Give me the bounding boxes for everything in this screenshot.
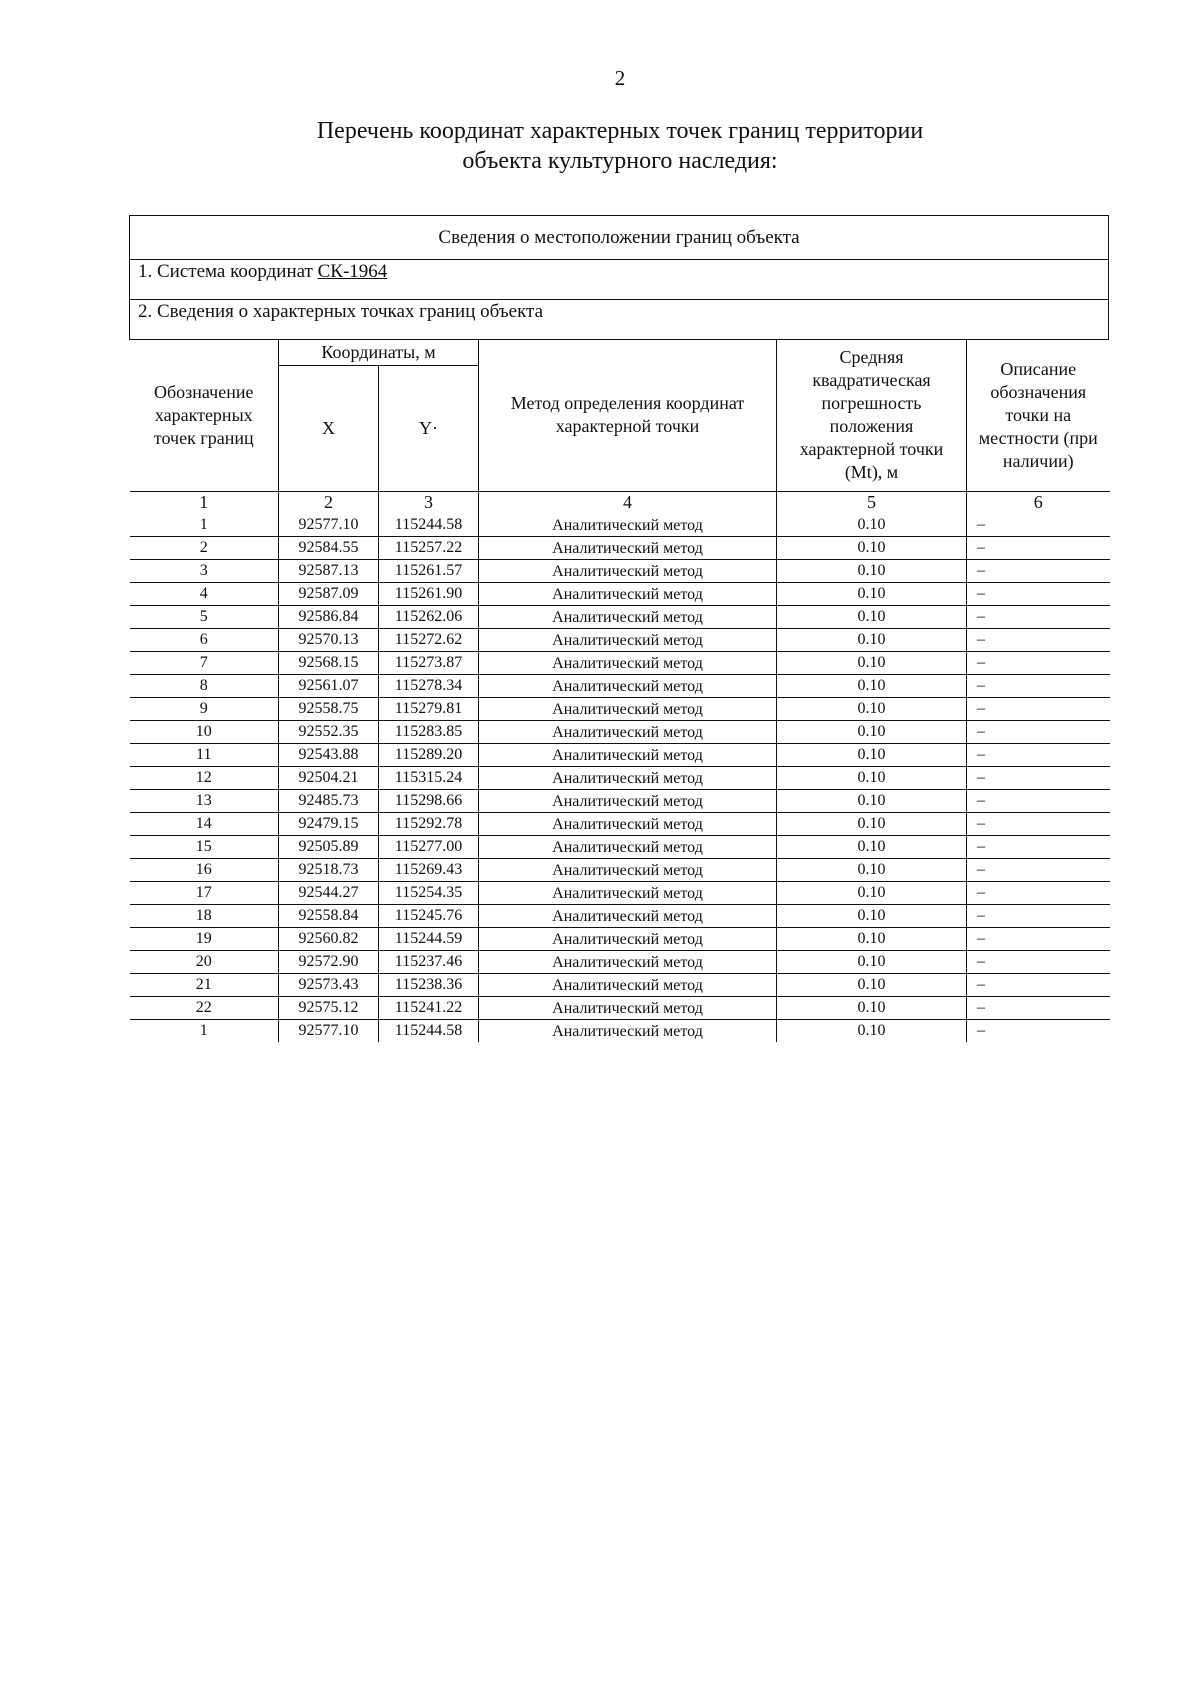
x-coordinate-cell: 92560.82	[279, 927, 379, 950]
error-cell: 0.10	[777, 582, 967, 605]
description-cell: –	[967, 904, 1110, 927]
error-cell: 0.10	[777, 628, 967, 651]
x-coordinate-cell: 92575.12	[279, 996, 379, 1019]
y-coordinate-cell: 115283.85	[379, 720, 479, 743]
method-cell: Аналитический метод	[479, 858, 777, 881]
table-row	[130, 605, 1110, 628]
point-cell: 19	[130, 927, 279, 950]
description-cell: –	[967, 628, 1110, 651]
document-title-line-2: объекта культурного наследия:	[462, 148, 778, 174]
y-coordinate-cell: 115261.57	[379, 559, 479, 582]
method-cell: Аналитический метод	[479, 536, 777, 559]
point-cell: 17	[130, 881, 279, 904]
column-number: 4	[479, 491, 777, 514]
point-cell: 20	[130, 950, 279, 973]
y-coordinate-cell: 115269.43	[379, 858, 479, 881]
x-coordinate-cell: 92584.55	[279, 536, 379, 559]
description-cell: –	[967, 766, 1110, 789]
error-cell: 0.10	[777, 559, 967, 582]
table-row	[130, 536, 1110, 559]
description-cell: –	[967, 881, 1110, 904]
description-cell: –	[967, 789, 1110, 812]
point-cell: 22	[130, 996, 279, 1019]
error-cell: 0.10	[777, 812, 967, 835]
point-cell: 2	[130, 536, 279, 559]
description-cell: –	[967, 950, 1110, 973]
point-cell: 9	[130, 697, 279, 720]
points-section-title: 2. Сведения о характерных точках границ объекта	[130, 300, 1109, 340]
y-coordinate-cell: 115261.90	[379, 582, 479, 605]
table-row	[130, 812, 1110, 835]
error-cell: 0.10	[777, 697, 967, 720]
description-cell: –	[967, 996, 1110, 1019]
method-cell: Аналитический метод	[479, 720, 777, 743]
method-cell: Аналитический метод	[479, 812, 777, 835]
error-cell: 0.10	[777, 514, 967, 537]
y-coordinate-cell: 115292.78	[379, 812, 479, 835]
y-coordinate-cell: 115238.36	[379, 973, 479, 996]
x-coordinate-cell: 92518.73	[279, 858, 379, 881]
point-cell: 18	[130, 904, 279, 927]
point-cell: 13	[130, 789, 279, 812]
point-cell: 10	[130, 720, 279, 743]
y-coordinate-cell: 115273.87	[379, 651, 479, 674]
y-coordinate-cell: 115244.58	[379, 1019, 479, 1042]
x-coordinate-cell: 92558.84	[279, 904, 379, 927]
table-row	[130, 835, 1110, 858]
header-x: X	[279, 365, 379, 491]
y-coordinate-cell: 115272.62	[379, 628, 479, 651]
description-cell: –	[967, 1019, 1110, 1042]
header-error: Средняя квадратическая погрешность положения характерной точки (Mt), м	[777, 340, 967, 491]
x-coordinate-cell: 92504.21	[279, 766, 379, 789]
description-cell: –	[967, 927, 1110, 950]
column-number: 3	[379, 491, 479, 514]
point-cell: 21	[130, 973, 279, 996]
point-cell: 8	[130, 674, 279, 697]
point-cell: 1	[130, 514, 279, 537]
x-coordinate-cell: 92543.88	[279, 743, 379, 766]
header-description: Описание обозначения точки на местности (при наличии)	[967, 340, 1110, 491]
document-title-line-1: Перечень координат характерных точек границ территории	[316, 118, 924, 144]
method-cell: Аналитический метод	[479, 881, 777, 904]
x-coordinate-cell: 92544.27	[279, 881, 379, 904]
header-y: Y·	[379, 365, 479, 491]
table-row	[130, 789, 1110, 812]
error-cell: 0.10	[777, 973, 967, 996]
column-number: 1	[130, 491, 279, 514]
table-row	[130, 743, 1110, 766]
method-cell: Аналитический метод	[479, 651, 777, 674]
table-row	[130, 720, 1110, 743]
x-coordinate-cell: 92570.13	[279, 628, 379, 651]
y-coordinate-cell: 115315.24	[379, 766, 479, 789]
point-cell: 16	[130, 858, 279, 881]
table-row	[130, 559, 1110, 582]
y-coordinate-cell: 115289.20	[379, 743, 479, 766]
x-coordinate-cell: 92577.10	[279, 514, 379, 537]
error-cell: 0.10	[777, 743, 967, 766]
error-cell: 0.10	[777, 950, 967, 973]
table-row	[130, 973, 1110, 996]
y-coordinate-cell: 115237.46	[379, 950, 479, 973]
table-row	[130, 996, 1110, 1019]
table-row	[130, 628, 1110, 651]
table-row	[130, 697, 1110, 720]
points-rows	[130, 514, 1110, 1042]
method-cell: Аналитический метод	[479, 1019, 777, 1042]
coordinate-system-label: 1. Система координат	[138, 261, 313, 282]
method-cell: Аналитический метод	[479, 628, 777, 651]
y-coordinate-cell: 115254.35	[379, 881, 479, 904]
description-cell: –	[967, 559, 1110, 582]
x-coordinate-cell: 92587.09	[279, 582, 379, 605]
description-cell: –	[967, 858, 1110, 881]
description-cell: –	[967, 835, 1110, 858]
description-cell: –	[967, 514, 1110, 537]
x-coordinate-cell: 92577.10	[279, 1019, 379, 1042]
table-row	[130, 858, 1110, 881]
x-coordinate-cell: 92572.90	[279, 950, 379, 973]
description-cell: –	[967, 605, 1110, 628]
x-coordinate-cell: 92587.13	[279, 559, 379, 582]
column-numbers-row	[130, 491, 1110, 514]
points-grid-container	[130, 340, 1109, 1042]
table-row	[130, 514, 1110, 537]
method-cell: Аналитический метод	[479, 743, 777, 766]
error-cell: 0.10	[777, 835, 967, 858]
point-cell: 4	[130, 582, 279, 605]
method-cell: Аналитический метод	[479, 996, 777, 1019]
description-cell: –	[967, 674, 1110, 697]
table-row	[130, 1019, 1110, 1042]
x-coordinate-cell: 92558.75	[279, 697, 379, 720]
x-coordinate-cell: 92505.89	[279, 835, 379, 858]
table-row	[130, 674, 1110, 697]
header-designation: Обозначение характерных точек границ	[130, 340, 279, 491]
method-cell: Аналитический метод	[479, 559, 777, 582]
error-cell: 0.10	[777, 904, 967, 927]
description-cell: –	[967, 743, 1110, 766]
method-cell: Аналитический метод	[479, 973, 777, 996]
error-cell: 0.10	[777, 605, 967, 628]
y-coordinate-cell: 115241.22	[379, 996, 479, 1019]
error-cell: 0.10	[777, 881, 967, 904]
table-row	[130, 881, 1110, 904]
error-cell: 0.10	[777, 858, 967, 881]
point-cell: 15	[130, 835, 279, 858]
point-cell: 11	[130, 743, 279, 766]
point-cell: 6	[130, 628, 279, 651]
error-cell: 0.10	[777, 789, 967, 812]
x-coordinate-cell: 92568.15	[279, 651, 379, 674]
description-cell: –	[967, 720, 1110, 743]
x-coordinate-cell: 92485.73	[279, 789, 379, 812]
point-cell: 14	[130, 812, 279, 835]
x-coordinate-cell: 92573.43	[279, 973, 379, 996]
table-row	[130, 582, 1110, 605]
method-cell: Аналитический метод	[479, 514, 777, 537]
y-coordinate-cell: 115298.66	[379, 789, 479, 812]
method-cell: Аналитический метод	[479, 904, 777, 927]
header-coordinates: Координаты, м	[279, 340, 479, 365]
error-cell: 0.10	[777, 674, 967, 697]
method-cell: Аналитический метод	[479, 674, 777, 697]
y-coordinate-cell: 115262.06	[379, 605, 479, 628]
table-row	[130, 904, 1110, 927]
y-coordinate-cell: 115278.34	[379, 674, 479, 697]
x-coordinate-cell: 92479.15	[279, 812, 379, 835]
error-cell: 0.10	[777, 766, 967, 789]
method-cell: Аналитический метод	[479, 950, 777, 973]
point-cell: 1	[130, 1019, 279, 1042]
description-cell: –	[967, 697, 1110, 720]
table-row	[130, 950, 1110, 973]
method-cell: Аналитический метод	[479, 766, 777, 789]
error-cell: 0.10	[777, 536, 967, 559]
description-cell: –	[967, 582, 1110, 605]
x-coordinate-cell: 92561.07	[279, 674, 379, 697]
boundary-points-table	[129, 215, 1109, 1042]
error-cell: 0.10	[777, 927, 967, 950]
description-cell: –	[967, 812, 1110, 835]
table-row	[130, 766, 1110, 789]
x-coordinate-cell: 92586.84	[279, 605, 379, 628]
header-method: Метод определения координат характерной точки	[479, 340, 777, 491]
method-cell: Аналитический метод	[479, 697, 777, 720]
error-cell: 0.10	[777, 996, 967, 1019]
point-cell: 7	[130, 651, 279, 674]
method-cell: Аналитический метод	[479, 835, 777, 858]
point-cell: 12	[130, 766, 279, 789]
y-coordinate-cell: 115245.76	[379, 904, 479, 927]
column-number: 5	[777, 491, 967, 514]
table-row	[130, 927, 1110, 950]
method-cell: Аналитический метод	[479, 582, 777, 605]
error-cell: 0.10	[777, 1019, 967, 1042]
description-cell: –	[967, 973, 1110, 996]
column-number: 6	[967, 491, 1110, 514]
column-number: 2	[279, 491, 379, 514]
description-cell: –	[967, 651, 1110, 674]
y-coordinate-cell: 115279.81	[379, 697, 479, 720]
point-cell: 3	[130, 559, 279, 582]
page-number: 2	[614, 66, 626, 90]
x-coordinate-cell: 92552.35	[279, 720, 379, 743]
method-cell: Аналитический метод	[479, 927, 777, 950]
y-coordinate-cell: 115244.58	[379, 514, 479, 537]
error-cell: 0.10	[777, 651, 967, 674]
document-title	[0, 116, 1200, 176]
coordinate-system-value: СК-1964	[317, 261, 388, 282]
method-cell: Аналитический метод	[479, 605, 777, 628]
description-cell: –	[967, 536, 1110, 559]
point-cell: 5	[130, 605, 279, 628]
table-row	[130, 651, 1110, 674]
table-caption: Сведения о местоположении границ объекта	[130, 216, 1109, 260]
method-cell: Аналитический метод	[479, 789, 777, 812]
y-coordinate-cell: 115277.00	[379, 835, 479, 858]
error-cell: 0.10	[777, 720, 967, 743]
points-grid	[130, 340, 1110, 1042]
coordinate-system-row	[130, 260, 1109, 300]
y-coordinate-cell: 115257.22	[379, 536, 479, 559]
y-coordinate-cell: 115244.59	[379, 927, 479, 950]
